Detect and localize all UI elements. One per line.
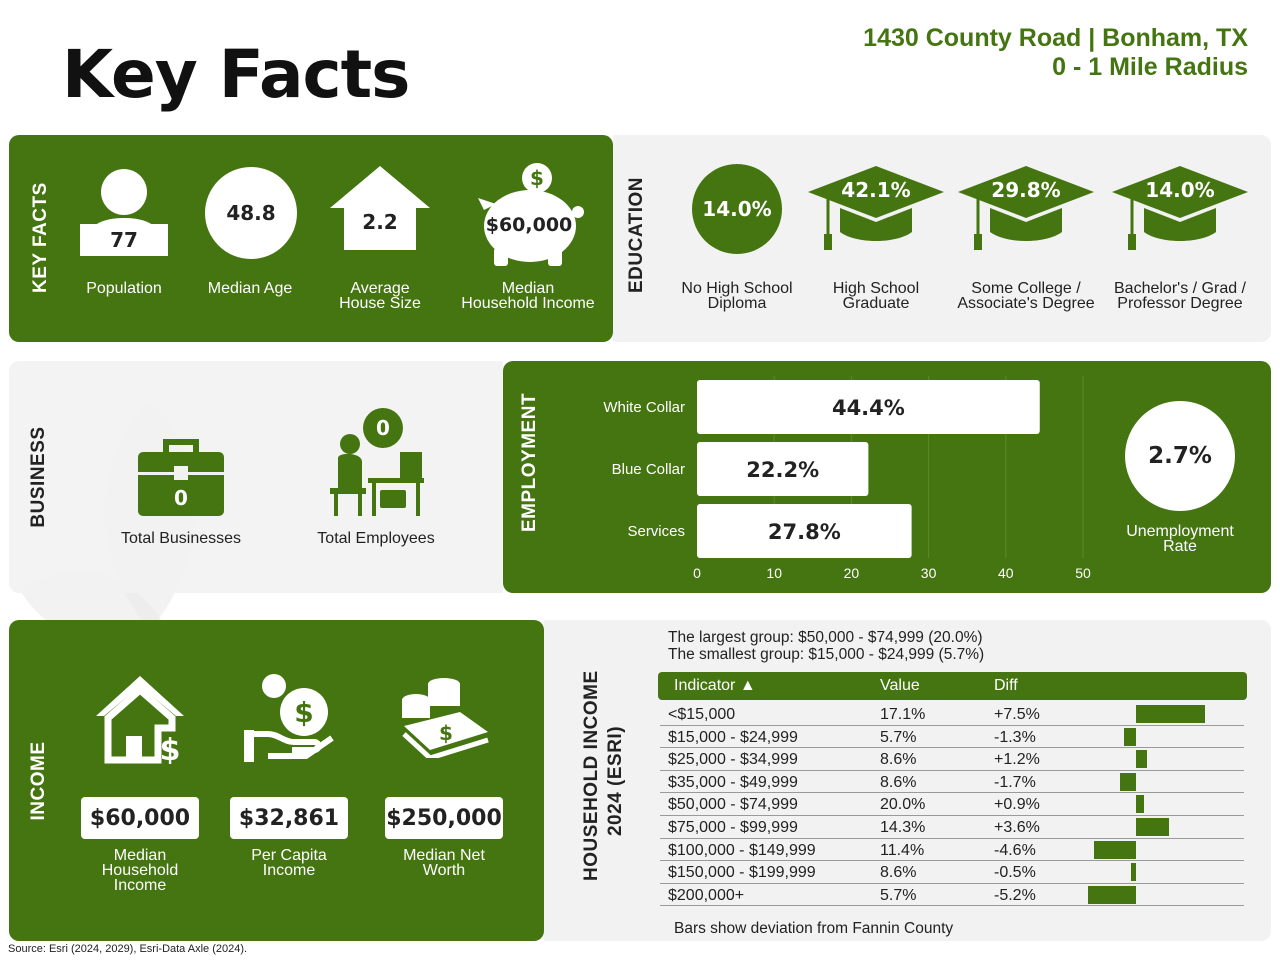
category-label: White Collar [603, 399, 685, 416]
diff-cell: +1.2% [994, 751, 1040, 769]
unemployment-label-1: Unemployment [1126, 523, 1234, 540]
page-title: Key Facts [62, 36, 410, 113]
x-tick-label: 10 [766, 565, 782, 581]
edu-bachelors-value: 14.0% [1145, 178, 1215, 202]
total-businesses-label: Total Businesses [120, 530, 242, 547]
business-panel [9, 361, 503, 593]
value-cell: 8.6% [880, 751, 917, 769]
per-capita-income-value: $32,861 [230, 797, 348, 839]
source-note: Source: Esri (2024, 2029), Esri-Data Axle (2024). [8, 943, 248, 955]
indicator-cell: $100,000 - $149,999 [668, 841, 816, 859]
income-label-line: Household [101, 862, 179, 879]
household-income-label-2: 2024 (ESRI) [605, 725, 626, 837]
hand-coin-icon [244, 672, 336, 764]
value-cell: 8.6% [880, 864, 917, 882]
income-label-line: Income [262, 862, 316, 879]
unemployment-circle: 2.7% [1125, 401, 1235, 511]
diff-cell: +0.9% [994, 796, 1040, 814]
edu-label: Bachelor's / Grad / [1114, 280, 1246, 297]
employment-label: EMPLOYMENT [519, 392, 540, 532]
value-cell: 5.7% [880, 886, 917, 904]
value-cell: 5.7% [880, 728, 917, 746]
employment-bar-chart [560, 372, 1120, 586]
total-employees-label: Total Employees [317, 530, 435, 547]
radius-heading: 0 - 1 Mile Radius [1052, 53, 1248, 81]
category-label: Services [627, 523, 685, 540]
key-facts-label: KEY FACTS [30, 182, 51, 293]
deviation-bar [1120, 773, 1136, 791]
indicator-cell: $75,000 - $99,999 [668, 819, 798, 836]
diff-cell: -4.6% [994, 841, 1036, 859]
edu-label: High School [832, 280, 920, 297]
table-header [658, 672, 1247, 700]
deviation-bar [1136, 818, 1169, 836]
edu-no-diploma-circle: 14.0% [692, 164, 782, 254]
bar-value-label: 27.8% [767, 520, 841, 544]
svg-text:$: $ [294, 696, 314, 729]
edu-hs-grad-value: 42.1% [841, 178, 911, 202]
income-label-line: Median [113, 847, 167, 864]
table-row [660, 884, 1244, 907]
total-businesses-value: 0 [174, 486, 188, 510]
income-label-line: Median Net [403, 847, 485, 864]
indicator-cell: <$15,000 [668, 706, 736, 723]
bar-value-label: 44.4% [831, 396, 905, 420]
bar-value-label: 22.2% [746, 458, 820, 482]
household-income-label-1: Median [501, 280, 555, 297]
svg-text:$: $ [530, 166, 544, 190]
table-row [660, 816, 1244, 839]
deviation-bar [1088, 886, 1136, 904]
deviation-bar [1124, 728, 1136, 746]
edu-label: Graduate [842, 295, 910, 312]
median-household-income-value: $60,000 [81, 797, 199, 839]
column-header-diff[interactable]: Diff [994, 677, 1018, 694]
table-row [660, 793, 1244, 816]
deviation-bar [1136, 795, 1144, 813]
deviation-bar [1136, 750, 1147, 768]
diff-cell: -1.3% [994, 728, 1036, 746]
address-heading: 1430 County Road | Bonham, TX [863, 24, 1248, 52]
indicator-cell: $25,000 - $34,999 [668, 751, 798, 769]
median-age-circle: 48.8 [205, 167, 297, 259]
svg-text:$: $ [439, 721, 453, 745]
house-size-label-1: Average [350, 280, 410, 297]
smallest-group-text: The smallest group: $15,000 - $24,999 (5.7%) [668, 646, 985, 663]
income-label-line: Income [113, 877, 167, 894]
table-row [660, 748, 1244, 771]
edu-label: Associate's Degree [957, 295, 1095, 312]
value-cell: 11.4% [880, 841, 925, 859]
edu-label: Professor Degree [1117, 295, 1243, 312]
x-tick-label: 30 [920, 565, 937, 581]
edu-some-college-value: 29.8% [991, 178, 1061, 202]
household-income-value: $60,000 [485, 214, 573, 236]
sort-ascending-icon[interactable]: ▲ [739, 677, 756, 694]
deviation-bar [1094, 841, 1136, 859]
x-tick-label: 20 [843, 565, 860, 581]
indicator-cell: $15,000 - $24,999 [668, 728, 798, 746]
median-age-label: Median Age [207, 280, 293, 297]
median-net-worth-value: $250,000 [385, 797, 503, 839]
value-cell: 8.6% [880, 773, 917, 791]
house-size-value: 2.2 [362, 210, 398, 234]
population-label: Population [86, 280, 162, 297]
value-cell: 14.3% [880, 819, 926, 836]
edu-label: Diploma [707, 295, 767, 312]
table-row [660, 726, 1244, 749]
value-cell: 20.0% [880, 796, 926, 814]
diff-cell: -1.7% [994, 773, 1036, 791]
table-row [660, 703, 1244, 726]
x-tick-label: 50 [1075, 565, 1091, 581]
diff-cell: +7.5% [994, 706, 1040, 723]
income-label-line: Worth [422, 862, 466, 879]
house-dollar-icon [96, 672, 186, 764]
diff-cell: -5.2% [994, 886, 1036, 904]
household-income-label-1: HOUSEHOLD INCOME [581, 670, 602, 881]
table-row [660, 861, 1244, 884]
money-stack-icon [400, 672, 490, 758]
household-income-label-2: Household Income [461, 295, 595, 312]
population-value: 77 [110, 228, 138, 252]
indicator-cell: $50,000 - $74,999 [668, 796, 798, 814]
income-label-line: Per Capita [251, 847, 327, 864]
column-header-value[interactable]: Value [880, 677, 920, 694]
edu-label: No High School [681, 280, 793, 297]
income-label: INCOME [28, 741, 49, 821]
indicator-cell: $200,000+ [668, 886, 745, 904]
svg-text:$: $ [159, 733, 181, 764]
indicator-cell: $35,000 - $49,999 [668, 773, 798, 791]
diff-cell: -0.5% [994, 864, 1036, 882]
x-tick-label: 0 [693, 565, 701, 581]
diff-cell: +3.6% [994, 819, 1040, 836]
largest-group-text: The largest group: $50,000 - $74,999 (20.0%) [668, 629, 983, 646]
deviation-bar [1131, 863, 1136, 881]
house-icon [328, 164, 432, 252]
x-tick-label: 40 [998, 565, 1014, 581]
unemployment-label-2: Rate [1163, 538, 1197, 555]
deviation-bar [1136, 705, 1205, 723]
table-footnote: Bars show deviation from Fannin County [674, 920, 954, 937]
category-label: Blue Collar [611, 461, 685, 478]
business-label: BUSINESS [28, 426, 49, 528]
house-size-label-2: House Size [339, 295, 421, 312]
education-label: EDUCATION [626, 176, 647, 293]
edu-label: Some College / [971, 280, 1081, 297]
column-header-indicator[interactable]: Indicator ▲ [674, 677, 756, 694]
indicator-cell: $150,000 - $199,999 [668, 864, 816, 882]
value-cell: 17.1% [880, 706, 926, 723]
total-employees-value: 0 [376, 416, 390, 440]
table-row [660, 839, 1244, 862]
table-row [660, 771, 1244, 794]
